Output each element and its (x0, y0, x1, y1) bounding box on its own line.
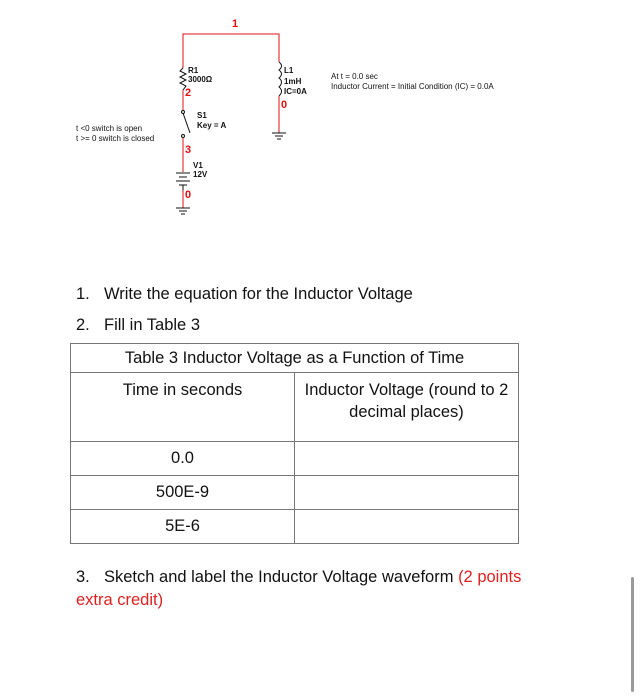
net-label-mid: 3 (185, 144, 192, 156)
switch-s1-symbol (182, 111, 191, 138)
switch-note-closed: t >= 0 switch is closed (76, 134, 155, 143)
voltage-cell[interactable] (295, 510, 519, 544)
net-label-bottom-left: 0 (185, 189, 192, 201)
question-1-text: Write the equation for the Inductor Voltage (104, 285, 413, 303)
column-header-voltage: Inductor Voltage (round to 2 decimal places) (295, 373, 519, 442)
r1-name: R1 (188, 66, 199, 75)
table-row (71, 476, 519, 510)
table-row (71, 442, 519, 476)
net-label-bottom-right: 0 (281, 99, 288, 111)
top-wire (183, 34, 279, 68)
v1-value: 12V (193, 170, 208, 179)
question-2 (76, 316, 200, 335)
table-caption: Table 3 Inductor Voltage as a Function of Time (71, 344, 519, 373)
circuit-schematic (0, 0, 644, 270)
time-cell: 5E-6 (71, 510, 295, 544)
l1-value: 1mH (284, 77, 302, 86)
inductor-l1-symbol (279, 62, 282, 96)
init-note-current: Inductor Current = Initial Condition (IC) = 0.0A (331, 82, 494, 91)
column-header-time: Time in seconds (71, 373, 295, 442)
l1-ic: IC=0A (284, 87, 307, 96)
init-note-time: At t = 0.0 sec (331, 72, 378, 81)
question-3-extra-credit: (2 points extra credit) (76, 568, 522, 609)
table-row (71, 510, 519, 544)
v1-name: V1 (193, 161, 203, 170)
voltage-cell[interactable] (295, 476, 519, 510)
l1-name: L1 (284, 66, 294, 75)
table-3 (70, 343, 519, 544)
question-3-text: Sketch and label the Inductor Voltage waveform (104, 568, 459, 586)
s1-name: S1 (197, 111, 207, 120)
question-1 (76, 285, 413, 304)
voltage-cell[interactable] (295, 442, 519, 476)
question-2-text: Fill in Table 3 (104, 316, 200, 334)
ground-left-icon (176, 208, 190, 214)
r1-pin-label: 2 (185, 87, 192, 99)
s1-key: Key = A (197, 121, 227, 130)
question-3-number: 3. (76, 568, 90, 586)
scrollbar-thumb[interactable] (631, 577, 634, 692)
time-cell: 500E-9 (71, 476, 295, 510)
net-label-top: 1 (232, 18, 239, 30)
question-1-number: 1. (76, 285, 90, 303)
time-cell: 0.0 (71, 442, 295, 476)
battery-v1-symbol (176, 173, 190, 190)
question-3 (76, 566, 546, 612)
question-2-number: 2. (76, 316, 90, 334)
switch-note-open: t <0 switch is open (76, 124, 143, 133)
r1-value: 3000Ω (188, 75, 213, 84)
ground-right-icon (272, 133, 286, 139)
